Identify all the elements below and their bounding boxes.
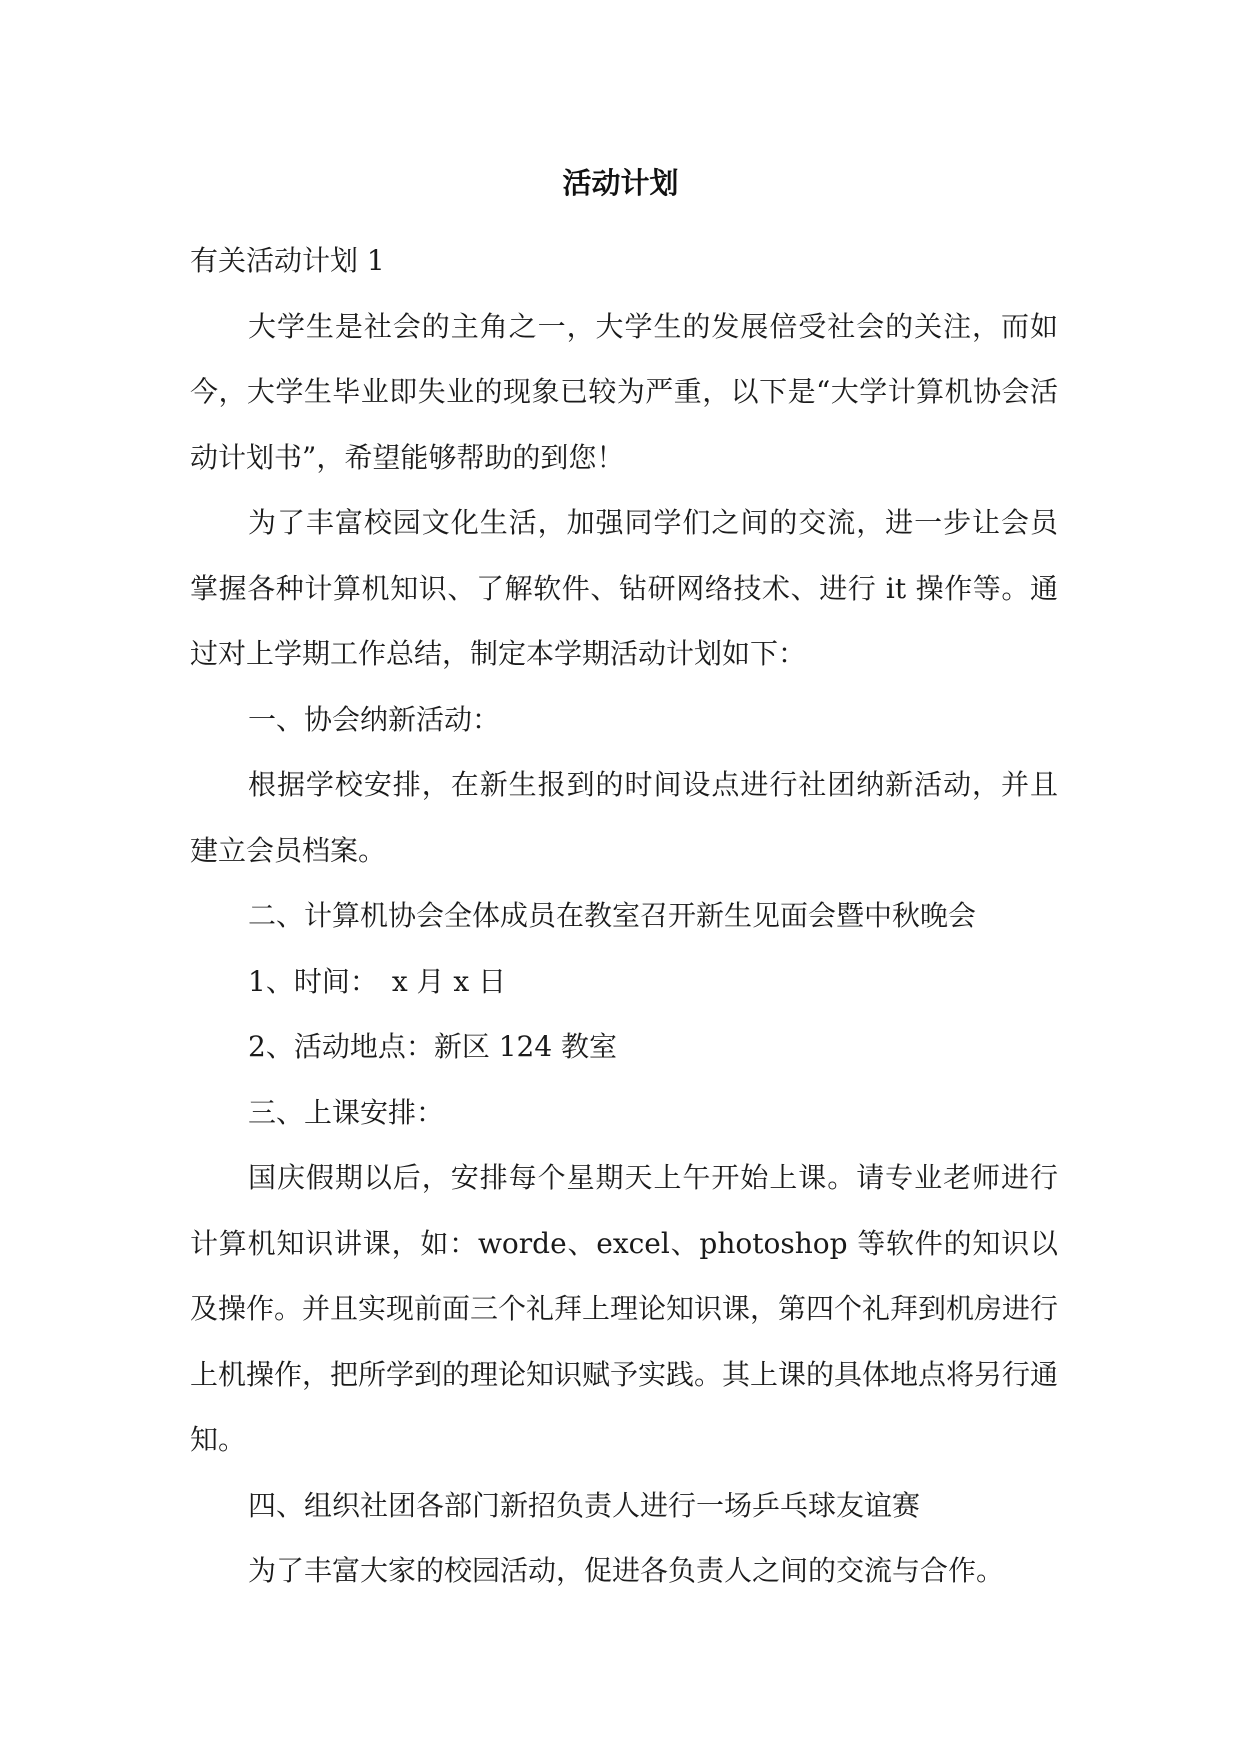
paragraph: 国庆假期以后，安排每个星期天上午开始上课。请专业老师进行计算机知识讲课，如：worde、excel、photoshop 等软件的知识以及操作。并且实现前面三个礼拜上理论知识课，第四个礼拜到机房进行上机操作，把所学到的理论知识赋予实践。其上课的具体地点将另行通知。 (190, 1161, 1059, 1456)
section-heading: 一、协会纳新活动： (248, 702, 501, 736)
section-heading: 四、组织社团各部门新招负责人进行一场乒乓球友谊赛 (248, 1488, 921, 1522)
section-heading: 三、上课安排： (248, 1095, 445, 1129)
document-title: 活动计划 (562, 166, 679, 200)
document-body (190, 228, 1058, 1604)
paragraph: 为了丰富校园文化生活，加强同学们之间的交流，进一步让会员掌握各种计算机知识、了解软件、钻研网络技术、进行 it 操作等。通过对上学期工作总结，制定本学期活动计划如下： (190, 506, 1058, 670)
paragraph: 根据学校安排，在新生报到的时间设点进行社团纳新活动，并且建立会员档案。 (190, 768, 1058, 867)
section-heading: 二、计算机协会全体成员在教室召开新生见面会暨中秋晚会 (248, 899, 977, 932)
list-item: 2、活动地点：新区 124 教室 (248, 1030, 618, 1063)
list-item: 1、时间： x 月 x 日 (248, 964, 507, 998)
paragraph: 大学生是社会的主角之一，大学生的发展倍受社会的关注，而如今，大学生毕业即失业的现象已较为严重，以下是“大学计算机协会活动计划书”，希望能够帮助的到您！ (190, 309, 1058, 474)
paragraph: 有关活动计划 1 (190, 244, 385, 277)
paragraph: 为了丰富大家的校园活动，促进各负责人之间的交流与合作。 (248, 1554, 1005, 1587)
